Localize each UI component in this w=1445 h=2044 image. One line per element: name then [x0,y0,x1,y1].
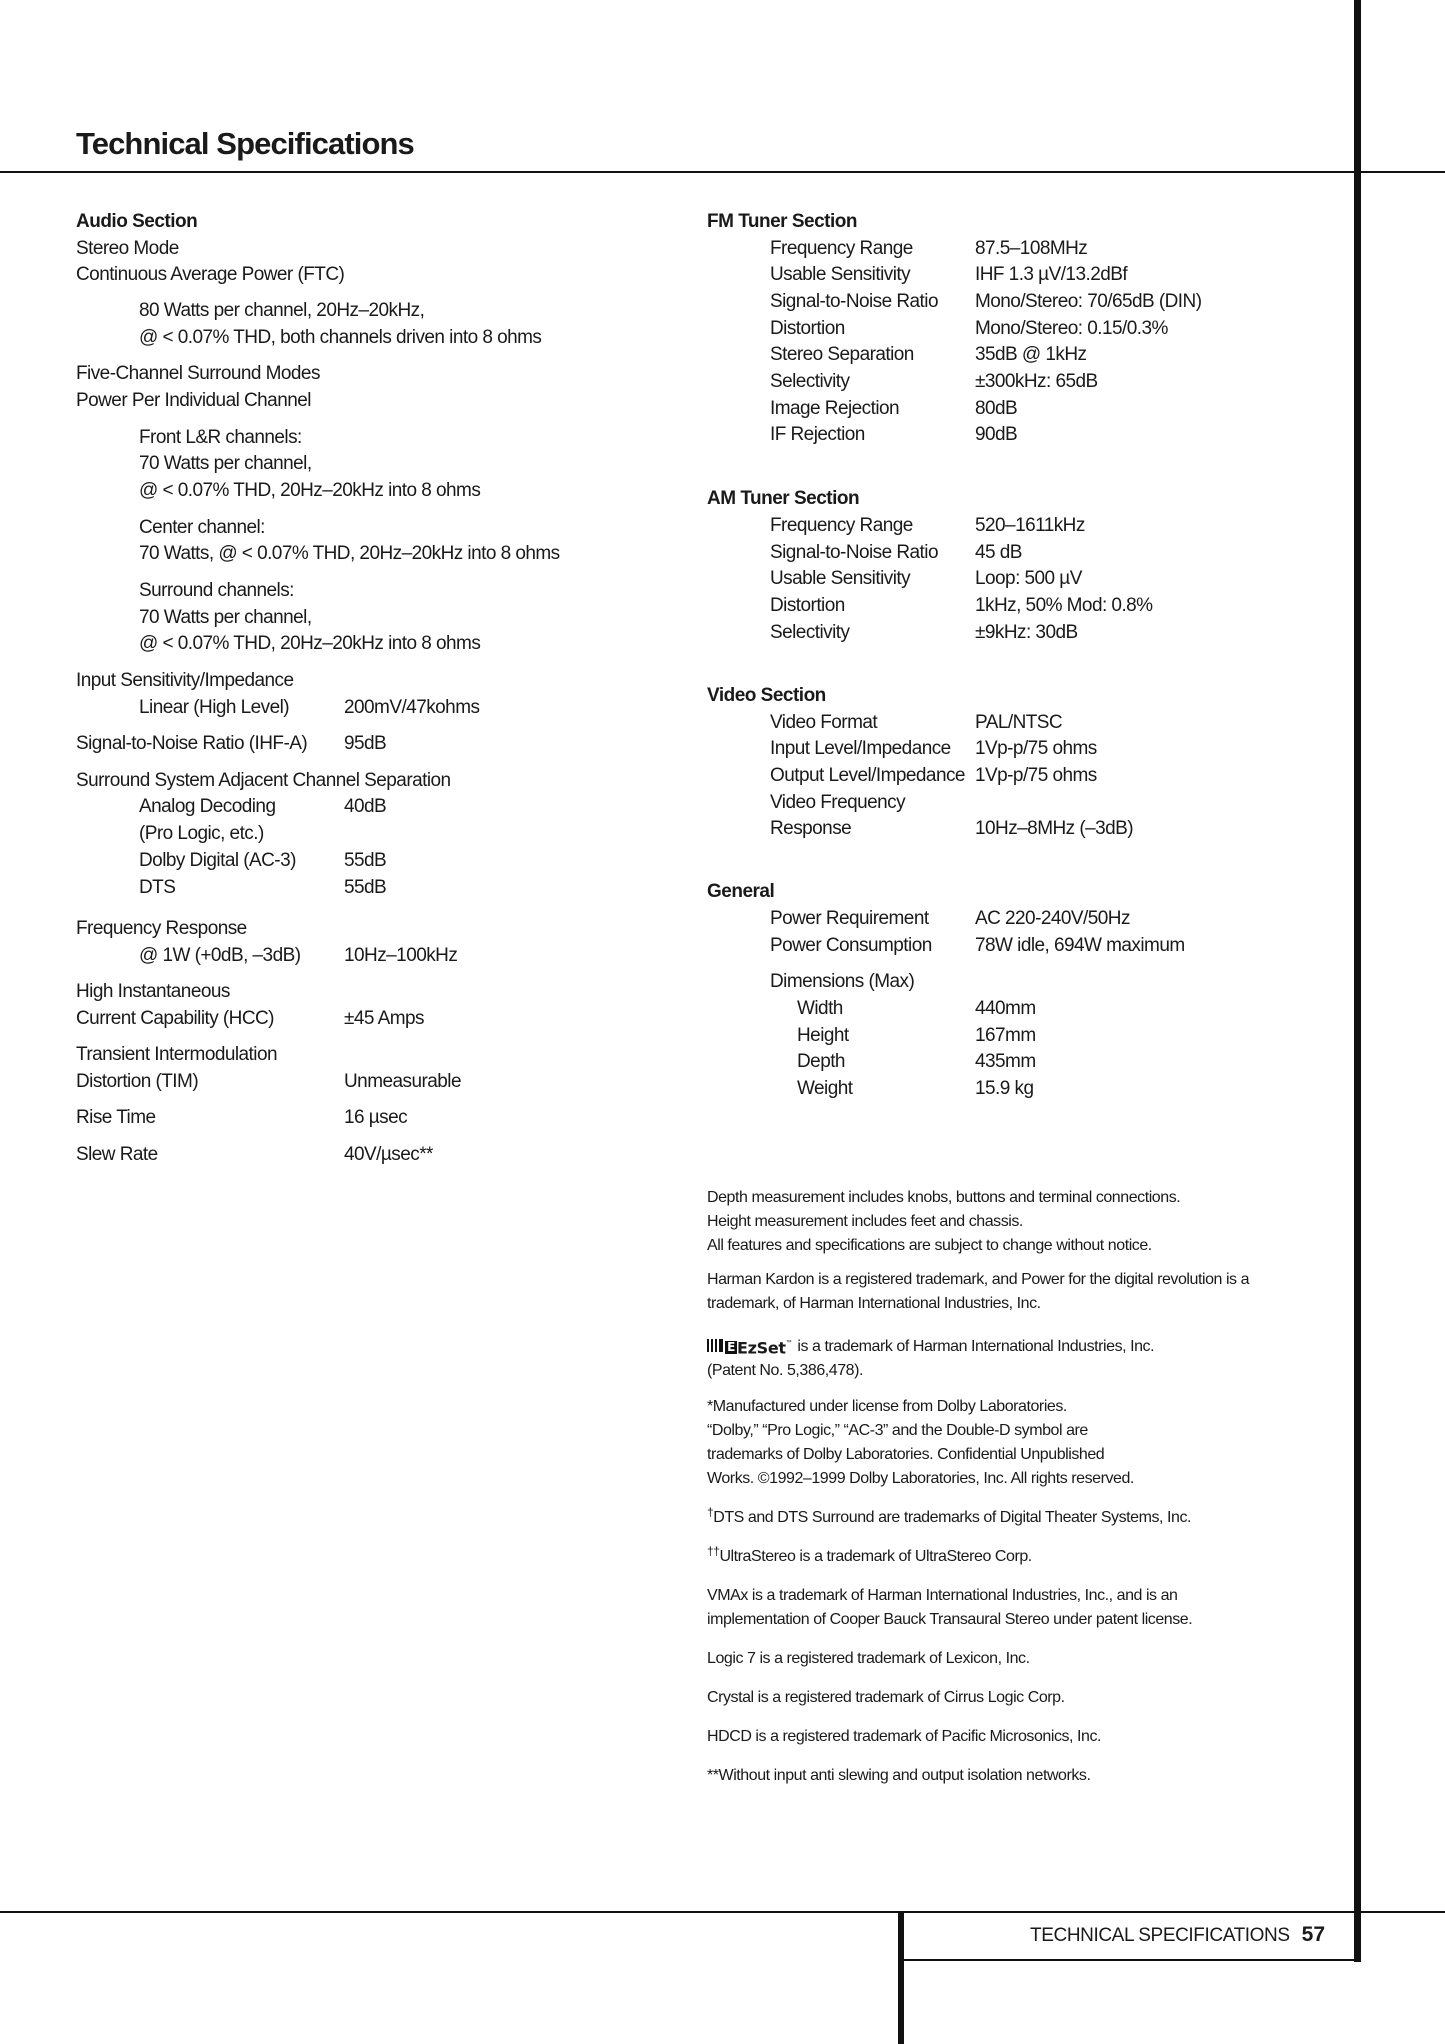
note-hdcd: HDCD is a registered trademark of Pacific Microsonics, Inc. [707,1728,1102,1745]
spec-value: PAL/NTSC [975,712,1063,733]
spec-label: Input Level/Impedance [770,738,951,759]
spec-label: Distortion [770,318,845,339]
ezset-logo [707,1334,792,1358]
footer-rule [0,1911,1445,1913]
dimension-value: 440mm [975,998,1036,1019]
spec-value: ±300kHz: 65dB [975,371,1098,392]
dimension-value: 435mm [975,1051,1036,1072]
separation-label: Surround System Adjacent Channel Separation [76,770,451,791]
spec-value: 90dB [975,424,1018,445]
center-channel-label: Center channel: [139,517,265,538]
ezset-logo-text: EzSet [737,1338,786,1358]
dts-label: DTS [139,877,176,898]
spec-value: AC 220-240V/50Hz [975,908,1130,929]
surround-channels-label: Surround channels: [139,580,294,601]
spec-value: 87.5–108MHz [975,238,1088,259]
spec-label: Signal-to-Noise Ratio [770,291,938,312]
spec-value: 10Hz–8MHz (–3dB) [975,818,1134,839]
note-vmax: VMAx is a trademark of Harman International Industries, Inc., and is an [707,1587,1178,1604]
front-channels-value: @ < 0.07% THD, 20Hz–20kHz into 8 ohms [139,480,481,501]
footer-section-label: TECHNICAL SPECIFICATIONS [1030,1925,1290,1946]
note-depth: Depth measurement includes knobs, buttons and terminal connections. [707,1189,1181,1206]
frequency-response-sub-label: @ 1W (+0dB, –3dB) [139,945,301,966]
spec-label: Power Consumption [770,935,932,956]
note-dts [707,1505,1191,1527]
page-number: 57 [1301,1923,1325,1946]
snr-label: Signal-to-Noise Ratio (IHF-A) [76,733,308,754]
dimension-label: Depth [797,1051,845,1072]
input-sensitivity-label: Input Sensitivity/Impedance [76,670,294,691]
note-dolby: *Manufactured under license from Dolby Laboratories. [707,1398,1067,1415]
logo-bar [707,1339,709,1352]
spec-label: Usable Sensitivity [770,568,911,589]
note-harman: Harman Kardon is a registered trademark, and Power for the digital revolution is a [707,1271,1250,1288]
footer-box-bottom [898,1959,1361,1961]
surround-channels-value: @ < 0.07% THD, 20Hz–20kHz into 8 ohms [139,633,481,654]
spec-value: 78W idle, 694W maximum [975,935,1185,956]
spec-value: Mono/Stereo: 0.15/0.3% [975,318,1168,339]
stereo-power-line: 80 Watts per channel, 20Hz–20kHz, [139,300,425,321]
am-section-heading: AM Tuner Section [707,488,860,509]
spec-value: 35dB @ 1kHz [975,344,1087,365]
hcc-label: High Instantaneous [76,981,230,1002]
spec-label: Distortion [770,595,845,616]
center-channel-value: 70 Watts, @ < 0.07% THD, 20Hz–20kHz into 8 ohms [139,543,560,564]
frequency-response-label: Frequency Response [76,918,247,939]
dimension-value: 167mm [975,1025,1036,1046]
note-crystal: Crystal is a registered trademark of Cirrus Logic Corp. [707,1689,1065,1706]
tim-value: Unmeasurable [344,1071,461,1092]
spec-value: Loop: 500 µV [975,568,1082,589]
pro-logic-label: (Pro Logic, etc.) [139,823,264,844]
double-dagger-mark: †† [707,1544,720,1558]
spec-label: Signal-to-Noise Ratio [770,542,938,563]
note-ultrastereo-text: UltraStereo is a trademark of UltraStereo Corp. [719,1548,1032,1565]
note-dolby: “Dolby,” “Pro Logic,” “AC-3” and the Double-D symbol are [707,1422,1088,1439]
continuous-power-label: Continuous Average Power (FTC) [76,264,345,285]
note-dts-text: DTS and DTS Surround are trademarks of Digital Theater Systems, Inc. [713,1509,1191,1526]
linear-value: 200mV/47kohms [344,697,480,718]
right-margin-bar [1354,0,1361,1962]
spec-value: 1Vp-p/75 ohms [975,765,1097,786]
audio-section-heading: Audio Section [76,211,198,232]
dimension-value: 15.9 kg [975,1078,1034,1099]
note-slewing: **Without input anti slewing and output isolation networks. [707,1767,1091,1784]
logo-bar [711,1339,713,1352]
dolby-digital-value: 55dB [344,850,387,871]
stereo-power-line: @ < 0.07% THD, both channels driven into 8 ohms [139,327,542,348]
frequency-response-value: 10Hz–100kHz [344,945,458,966]
five-channel-label: Five-Channel Surround Modes [76,363,320,384]
spec-label: Output Level/Impedance [770,765,965,786]
spec-label: Power Requirement [770,908,929,929]
footer-left-bar [898,1911,904,2044]
note-dolby: Works. ©1992–1999 Dolby Laboratories, Inc. All rights reserved. [707,1470,1134,1487]
slew-rate-label: Slew Rate [76,1144,158,1165]
front-channels-label: Front L&R channels: [139,427,302,448]
logo-e-box: E [725,1341,737,1354]
stereo-mode-label: Stereo Mode [76,238,179,259]
logo-bar [719,1339,723,1352]
note-height: Height measurement includes feet and chassis. [707,1213,1023,1230]
front-channels-value: 70 Watts per channel, [139,453,312,474]
dts-value: 55dB [344,877,387,898]
header-rule [0,171,1445,173]
spec-value: 45 dB [975,542,1022,563]
trademark-symbol: ™ [785,1340,792,1346]
general-section-heading: General [707,881,775,902]
spec-label: Video Format [770,712,878,733]
spec-value: 80dB [975,398,1018,419]
spec-label: Response [770,818,852,839]
spec-value: 1kHz, 50% Mod: 0.8% [975,595,1153,616]
spec-label: Image Rejection [770,398,900,419]
note-specs-change: All features and specifications are subject to change without notice. [707,1237,1152,1254]
spec-label: Video Frequency [770,792,906,813]
note-harman: trademark, of Harman International Industries, Inc. [707,1295,1041,1312]
spec-label: Stereo Separation [770,344,914,365]
spec-label: Selectivity [770,371,850,392]
power-individual-label: Power Per Individual Channel [76,390,311,411]
dimension-label: Width [797,998,843,1019]
rise-time-value: 16 µsec [344,1107,408,1128]
ezset-text: is a trademark of Harman International Industries, Inc. [797,1338,1155,1355]
hcc-value: ±45 Amps [344,1008,424,1029]
spec-value: 1Vp-p/75 ohms [975,738,1097,759]
spec-value: ±9kHz: 30dB [975,622,1078,643]
analog-decoding-label: Analog Decoding [139,796,276,817]
slew-rate-value: 40V/µsec** [344,1144,433,1165]
page-title: Technical Specifications [76,126,414,161]
dimensions-label: Dimensions (Max) [770,971,915,992]
surround-channels-value: 70 Watts per channel, [139,607,312,628]
tim-label: Transient Intermodulation [76,1044,277,1065]
dimension-label: Height [797,1025,849,1046]
spec-value: 520–1611kHz [975,515,1085,536]
spec-label: Usable Sensitivity [770,264,911,285]
tim-label: Distortion (TIM) [76,1071,199,1092]
rise-time-label: Rise Time [76,1107,156,1128]
analog-decoding-value: 40dB [344,796,387,817]
note-dolby: trademarks of Dolby Laboratories. Confidential Unpublished [707,1446,1105,1463]
spec-label: Frequency Range [770,515,913,536]
note-ezset [707,1334,1154,1356]
spec-value: IHF 1.3 µV/13.2dBf [975,264,1128,285]
spec-label: IF Rejection [770,424,865,445]
note-vmax: implementation of Cooper Bauck Transaural Stereo under patent license. [707,1611,1193,1628]
fm-section-heading: FM Tuner Section [707,211,857,232]
page-footer [1030,1923,1325,1947]
dimension-label: Weight [797,1078,853,1099]
note-logic7: Logic 7 is a registered trademark of Lexicon, Inc. [707,1650,1030,1667]
spec-label: Selectivity [770,622,850,643]
note-ultrastereo [707,1544,1032,1566]
snr-value: 95dB [344,733,387,754]
dagger-mark: † [707,1505,714,1519]
spec-label: Frequency Range [770,238,913,259]
note-patent: (Patent No. 5,386,478). [707,1362,863,1379]
spec-value: Mono/Stereo: 70/65dB (DIN) [975,291,1202,312]
hcc-label: Current Capability (HCC) [76,1008,274,1029]
video-section-heading: Video Section [707,685,826,706]
linear-label: Linear (High Level) [139,697,290,718]
dolby-digital-label: Dolby Digital (AC-3) [139,850,296,871]
logo-bar [715,1339,717,1352]
